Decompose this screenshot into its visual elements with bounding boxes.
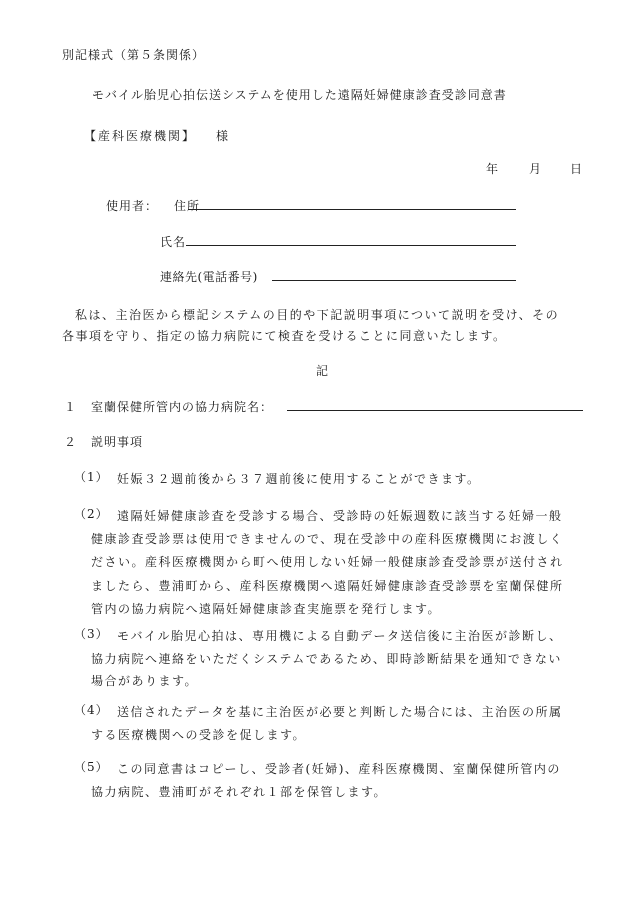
address-field[interactable] <box>188 209 516 210</box>
consent-line: 各事項を守り、指定の協力病院にて検査を受けることに同意いたします。 <box>62 329 507 343</box>
name-field[interactable] <box>186 245 516 246</box>
explanation-line: 協力病院へ連絡をいただくシステムであるため、即時診断結果を通知できない <box>91 651 562 666</box>
explanation-line: 場合があります。 <box>91 674 199 688</box>
explanation-number: （2） <box>74 507 109 521</box>
explanation-item <box>91 758 561 803</box>
item2-label: 説明事項 <box>91 435 144 449</box>
explanation-line: モバイル胎児心拍は、専用機による自動データ送信後に主治医が診断し、 <box>117 629 563 643</box>
consent-line: 私は、主治医から標記システムの目的や下記説明事項について説明を受け、その <box>75 308 560 322</box>
explanation-number: （4） <box>74 703 109 717</box>
phone-field[interactable] <box>272 280 516 281</box>
hospital-name-field[interactable] <box>287 410 583 411</box>
explanation-line: ださい。産科医療機関から町へ使用しない妊婦一般健康診査受診票が送付され <box>91 555 564 570</box>
explanation-line: この同意書はコピーし、受診者(妊婦)、産科医療機関、室蘭保健所管内の <box>117 762 561 776</box>
date-year: 年 <box>486 162 500 176</box>
explanation-line: 妊娠３２週前後から３７週前後に使用することができます。 <box>117 472 481 486</box>
explanation-number: （3） <box>74 627 109 641</box>
addressee-honorific: 様 <box>216 129 230 143</box>
explanation-item <box>91 701 563 746</box>
phone-label: 連絡先(電話番号) <box>160 270 258 284</box>
explanation-line: 健康診査受診票は使用できませんので、現在受診中の産科医療機関にお渡しく <box>91 532 564 547</box>
user-label: 使用者： <box>106 199 159 213</box>
explanation-line: 遠隔妊婦健康診査を受診する場合、受診時の妊娠週数に該当する妊婦一般 <box>117 509 563 523</box>
explanation-item <box>117 468 481 491</box>
addressee-name: 【産科医療機関】 <box>84 129 197 143</box>
item1-number: １ <box>64 400 78 414</box>
form-title: モバイル胎児心拍伝送システムを使用した遠隔妊婦健康診査受診同意書 <box>92 88 507 102</box>
explanation-number: （1） <box>74 470 109 484</box>
explanation-line: 協力病院、豊浦町がそれぞれ１部を保管します。 <box>91 784 388 799</box>
date-day: 日 <box>570 162 584 176</box>
name-label: 氏名 <box>160 235 187 249</box>
explanation-line: ましたら、豊浦町から、産科医療機関へ遠隔妊婦健康診査受診票を室蘭保健所 <box>91 578 564 593</box>
ki-heading: 記 <box>316 364 330 378</box>
explanation-item <box>91 505 564 621</box>
consent-statement <box>62 305 559 347</box>
explanation-number: （5） <box>74 760 109 774</box>
explanation-item <box>91 625 563 693</box>
explanation-line: する医療機関への受診を促します。 <box>91 727 307 742</box>
form-label: 別記様式（第５条関係） <box>62 48 206 62</box>
explanation-line: 管内の協力病院へ遠隔妊婦健康診査実施票を発行します。 <box>91 601 442 616</box>
item1-label: 室蘭保健所管内の協力病院名： <box>91 400 274 414</box>
date-month: 月 <box>529 162 543 176</box>
item2-number: ２ <box>64 435 78 449</box>
explanation-line: 送信されたデータを基に主治医が必要と判断した場合には、主治医の所属 <box>117 705 563 719</box>
address-label: 住所 <box>174 199 201 213</box>
